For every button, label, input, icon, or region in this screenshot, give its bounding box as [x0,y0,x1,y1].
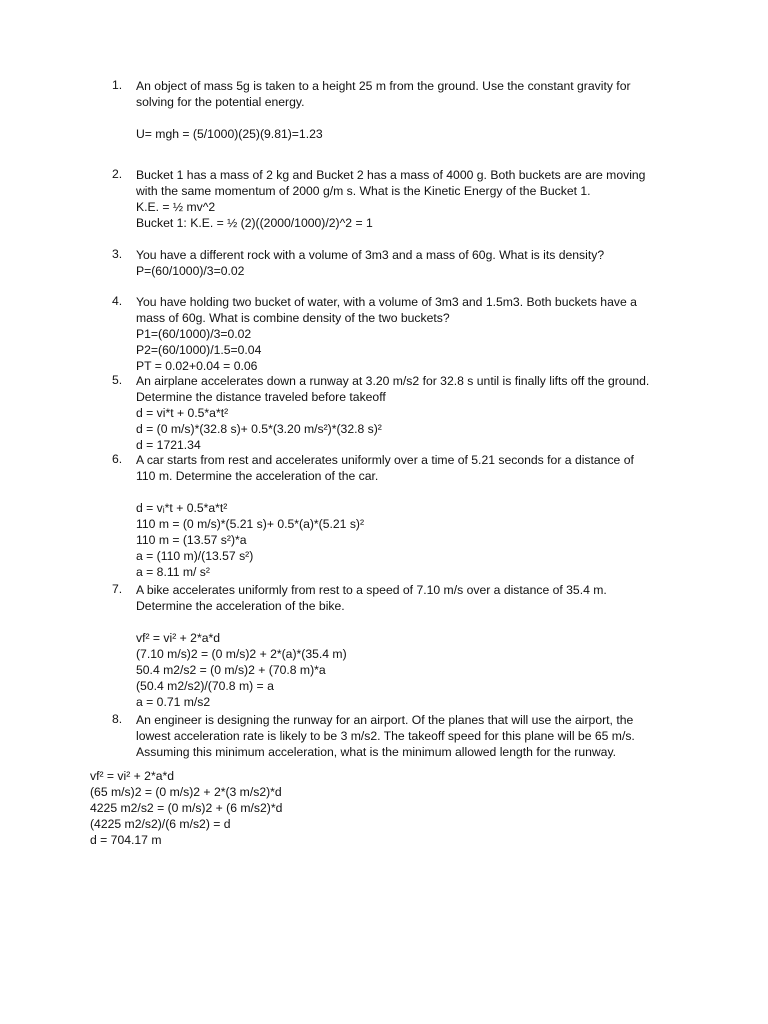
work-line: 4225 m2/s2 = (0 m/s)2 + (6 m/s2)*d [90,801,283,815]
problem-8 [112,712,692,760]
question-line: An airplane accelerates down a runway at 3.20 m/s2 for 32.8 s until is finally lifts off the ground. [136,374,650,388]
work-line: a = 0.71 m/s2 [136,695,211,709]
question-line: A bike accelerates uniformly from rest to a speed of 7.10 m/s over a distance of 35.4 m. [136,583,607,597]
work-line: vf² = vi² + 2*a*d [136,631,220,645]
question-line: Determine the acceleration of the bike. [136,599,345,613]
problem-1 [112,78,692,142]
question-line: You have holding two bucket of water, with a volume of 3m3 and 1.5m3. Both buckets have a [136,295,637,309]
question-line: with the same momentum of 2000 g/m s. What is the Kinetic Energy of the Bucket 1. [136,184,591,198]
work-line: a = 8.11 m/ s² [136,565,210,579]
problem-4 [112,294,692,374]
work-line: d = (0 m/s)*(32.8 s)+ 0.5*(3.20 m/s²)*(32.8 s)² [136,422,382,436]
problem-5 [112,373,692,453]
work-line: K.E. = ½ mv^2 [136,200,216,214]
question-line: An object of mass 5g is taken to a height 25 m from the ground. Use the constant gravity for [136,79,631,93]
question-line: An engineer is designing the runway for an airport. Of the planes that will use the airport, the [136,713,634,727]
problem-7 [112,582,692,710]
work-line: PT = 0.02+0.04 = 0.06 [136,359,258,373]
work-line: 50.4 m2/s2 = (0 m/s)2 + (70.8 m)*a [136,663,326,677]
work-line: (4225 m2/s2)/(6 m/s2) = d [90,817,231,831]
problem-number: 7. [112,582,123,596]
problem-8-work [90,768,490,848]
problem-number: 8. [112,712,123,726]
question-line: Determine the distance traveled before takeoff [136,390,386,404]
question-line: Assuming this minimum acceleration, what is the minimum allowed length for the runway. [136,745,617,759]
problem-3 [112,247,692,279]
work-line: (65 m/s)2 = (0 m/s)2 + 2*(3 m/s2)*d [90,785,282,799]
work-line: Bucket 1: K.E. = ½ (2)((2000/1000)/2)^2 = 1 [136,216,373,230]
problem-number: 3. [112,247,123,261]
work-line: (50.4 m2/s2)/(70.8 m) = a [136,679,274,693]
work-line: P1=(60/1000)/3=0.02 [136,327,252,341]
work-line: P=(60/1000)/3=0.02 [136,264,245,278]
question-line: mass of 60g. What is combine density of the two buckets? [136,311,450,325]
work-line: 110 m = (13.57 s²)*a [136,533,247,547]
work-line: a = (110 m)/(13.57 s²) [136,549,254,563]
work-line: U= mgh = (5/1000)(25)(9.81)=1.23 [136,127,323,141]
question-line: Bucket 1 has a mass of 2 kg and Bucket 2 has a mass of 4000 g. Both buckets are are moving [136,168,646,182]
work-line: (7.10 m/s)2 = (0 m/s)2 + 2*(a)*(35.4 m) [136,647,347,661]
problem-number: 5. [112,373,123,387]
problem-number: 2. [112,167,123,181]
question-line: lowest acceleration rate is likely to be 3 m/s2. The takeoff speed for this plane will be 65 m/s. [136,729,635,743]
work-line: d = vᵢ*t + 0.5*a*t² [136,501,228,515]
problem-2 [112,167,692,231]
work-line: vf² = vi² + 2*a*d [90,769,174,783]
problem-number: 1. [112,78,123,92]
problem-6 [112,452,692,580]
work-line: P2=(60/1000)/1.5=0.04 [136,343,262,357]
work-line: d = 704.17 m [90,833,162,847]
question-line: 110 m. Determine the acceleration of the car. [136,469,379,483]
problem-number: 6. [112,452,123,466]
question-line: A car starts from rest and accelerates uniformly over a time of 5.21 seconds for a distance of [136,453,634,467]
work-line: d = 1721.34 [136,438,201,452]
work-line: d = vi*t + 0.5*a*t² [136,406,229,420]
work-line: 110 m = (0 m/s)*(5.21 s)+ 0.5*(a)*(5.21 s)² [136,517,365,531]
question-line: You have a different rock with a volume of 3m3 and a mass of 60g. What is its density? [136,248,605,262]
problem-number: 4. [112,294,123,308]
question-line: solving for the potential energy. [136,95,305,109]
